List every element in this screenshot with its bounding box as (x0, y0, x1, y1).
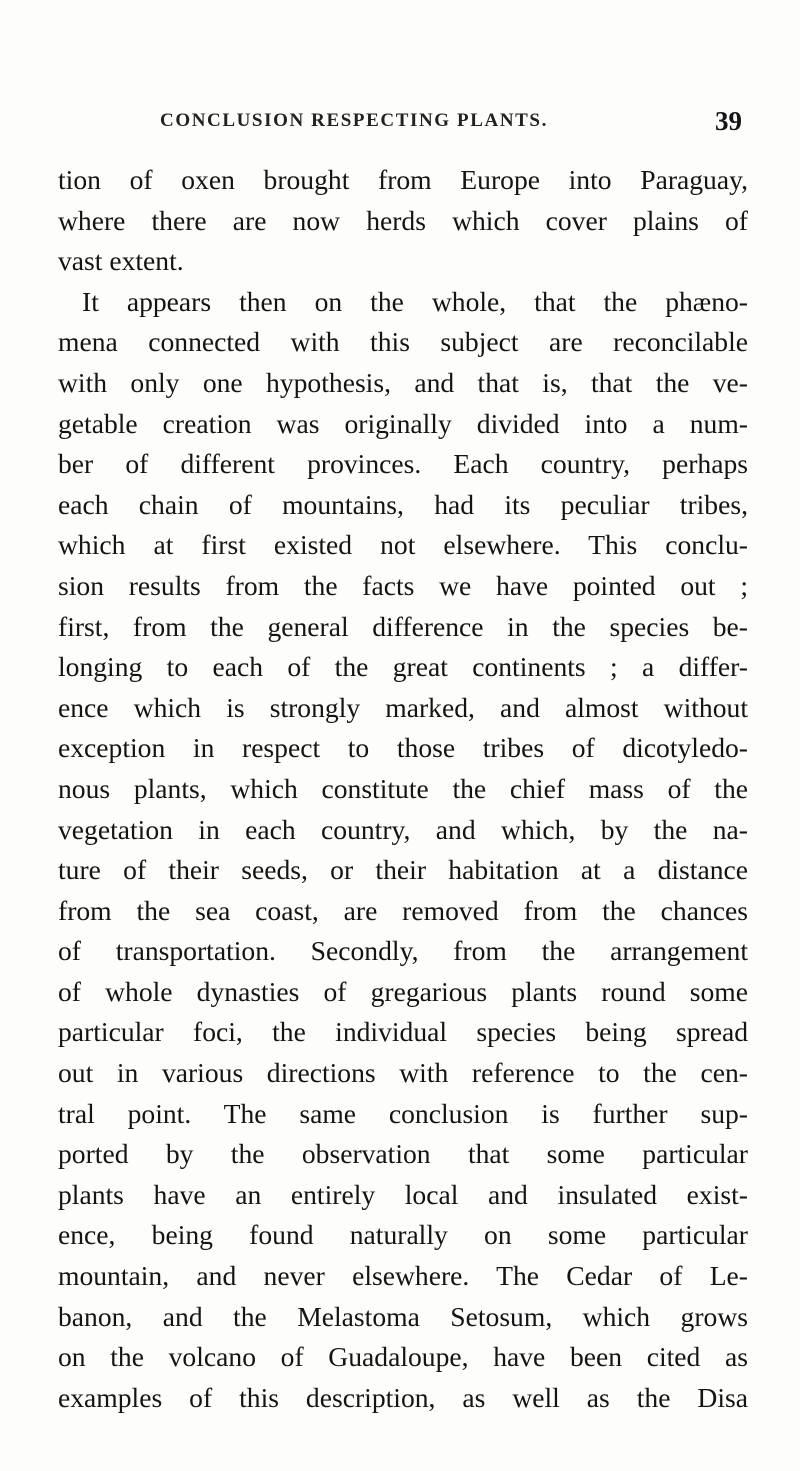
paragraph-first-line: It appears then on the whole, that the phæno- (82, 285, 748, 317)
text-line: particular foci, the individual species being spread (58, 1016, 748, 1048)
text-line: each chain of mountains, had its peculiar tribes, (58, 488, 748, 520)
text-line: vast extent. (58, 245, 184, 277)
text-line: of transportation. Secondly, from the arrangement (58, 935, 748, 967)
running-title: CONCLUSION RESPECTING PLANTS. (160, 110, 548, 131)
text-line: vegetation in each country, and which, by the na- (58, 813, 748, 845)
text-line: where there are now herds which cover plains of (58, 204, 748, 236)
page-number: 39 (715, 106, 742, 136)
text-line: mountain, and never elsewhere. The Cedar of Le- (58, 1260, 748, 1292)
text-line: banon, and the Melastoma Setosum, which grows (58, 1300, 748, 1332)
text-line: longing to each of the great continents ; a differ- (58, 651, 748, 683)
text-line: which at first existed not elsewhere. This conclu- (58, 529, 748, 561)
text-line: examples of this description, as well as the Disa (58, 1381, 748, 1413)
text-line: getable creation was originally divided into a num- (58, 407, 748, 439)
text-line: nous plants, which constitute the chief mass of the (58, 772, 748, 804)
text-line: exception in respect to those tribes of dicotyledo- (58, 732, 748, 764)
text-line: sion results from the facts we have pointed out ; (58, 569, 748, 601)
text-line: out in various directions with reference to the cen- (58, 1057, 748, 1089)
text-line: tral point. The same conclusion is further sup- (58, 1097, 748, 1129)
text-line: mena connected with this subject are reconcilable (58, 326, 748, 358)
text-line: on the volcano of Guadaloupe, have been cited as (58, 1341, 748, 1373)
text-line: tion of oxen brought from Europe into Paraguay, (58, 164, 748, 195)
text-line: ence which is strongly marked, and almost without (58, 691, 748, 723)
text-line: first, from the general difference in the species be- (58, 610, 748, 642)
text-line: ture of their seeds, or their habitation at a distance (58, 854, 748, 886)
text-line: from the sea coast, are removed from the chances (58, 894, 748, 926)
text-line: ence, being found naturally on some particular (58, 1219, 748, 1251)
text-line: ber of different provinces. Each country, perhaps (58, 448, 748, 480)
text-line: of whole dynasties of gregarious plants round some (58, 975, 748, 1007)
body-text (58, 160, 748, 1418)
text-line: with only one hypothesis, and that is, that the ve- (58, 366, 748, 398)
text-line: plants have an entirely local and insulated exist- (58, 1178, 748, 1210)
page-header (60, 106, 742, 140)
text-line: ported by the observation that some particular (58, 1138, 748, 1170)
